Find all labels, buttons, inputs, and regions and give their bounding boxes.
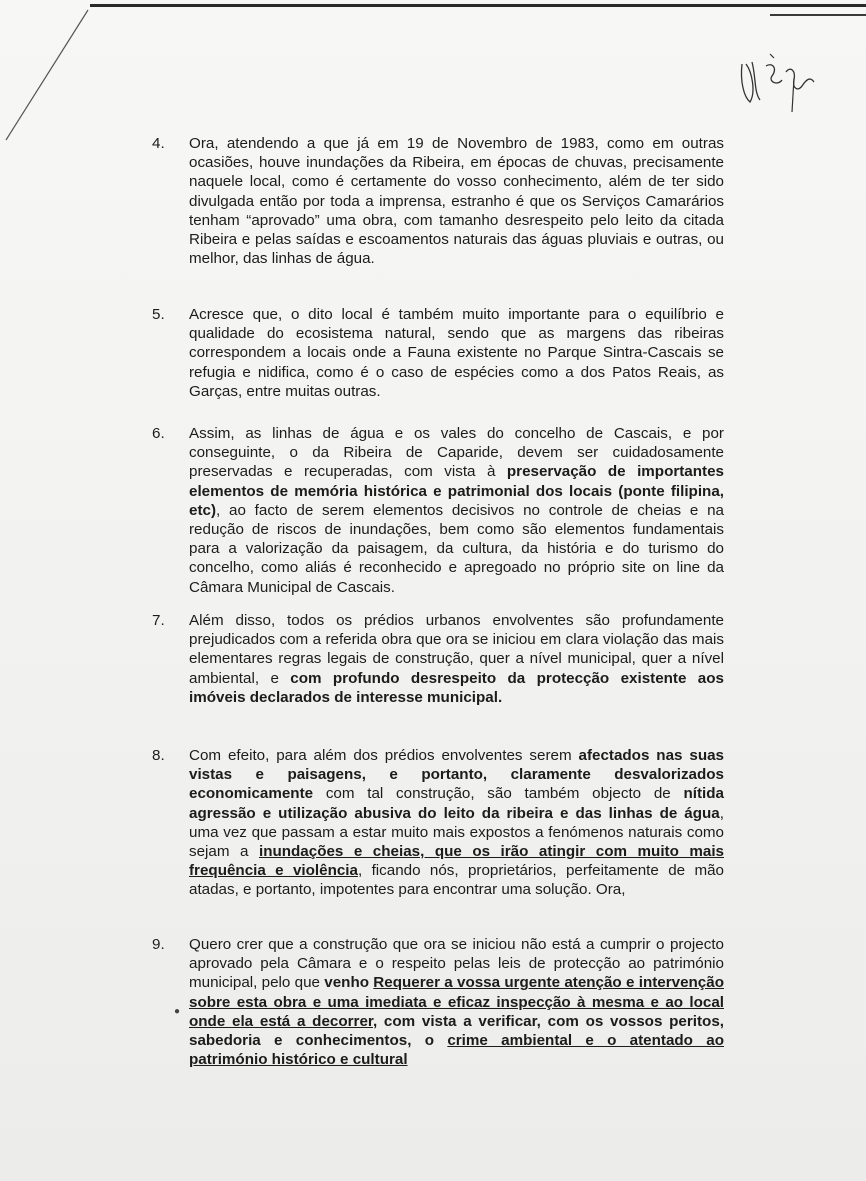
paragraph-number: 9.: [152, 936, 165, 953]
paragraph-text: [189, 746, 724, 900]
text-segment: Acresce que, o dito local é também muito importante para o equilíbrio e qualidade do ecosistema natural, sendo que as margens das ribeiras correspondem a locais onde a Fauna existente no Parque Sintra-Cascais se refugia e nidifica, como é o caso de espécies como a dos Patos Reais, as Garças, entre muitas outras.: [189, 306, 724, 400]
text-segment: Ora, atendendo a que já em 19 de Novembro de 1983, como em outras ocasiões, houve inundações da Ribeira, em épocas de chuvas, precisamente naquele local, como é certamente do vosso conhecimento, além de ter sido divulgada então por toda a imprensa, estranho é que os Serviços Camarários tenham “aprovado” uma obra, com tamanho desrespeito pelo leito da citada Ribeira e pelas saídas e escoamentos naturais das águas pluviais e outras, ou melhor, das linhas de água.: [189, 135, 724, 268]
paragraph-number: 4.: [152, 135, 165, 152]
text-segment: Quero crer que a construção que ora se iniciou não está a cumprir o projecto aprovado pela Câmara e o respeito pelas leis de protecção ao património municipal, pelo que: [189, 936, 724, 992]
text-segment: , ao facto de serem elementos decisivos no controle de cheias e na redução de riscos de inundações, bem como são elementos fundamentais para a valorização da paisagem, da cultura, da história e do turismo do concelho, como aliás é reconhecido e apregoado no próprio site on line da Câmara Municipal de Cascais.: [189, 501, 724, 596]
underlined-text-segment: Requerer a vossa urgente atenção e intervenção sobre esta obra e uma imediata e eficaz inspecção à mesma e ao local onde ela está a decorrer: [189, 974, 724, 1030]
paragraph-text: [189, 305, 724, 401]
paragraph-item: [152, 611, 724, 707]
scan-edge-line: [90, 4, 866, 7]
paragraph-text: [189, 611, 724, 707]
paragraph-item: [152, 746, 724, 900]
paragraph-item: [152, 305, 724, 401]
paragraph-text: [189, 134, 724, 268]
text-segment: , uma vez que passam a estar muito mais expostos a fenómenos naturais como sejam a: [189, 804, 724, 861]
underlined-text-segment: crime ambiental e o atentado ao património histórico e cultural: [189, 1032, 724, 1069]
underlined-text-segment: inundações e cheias, que os irão atingir com muito mais frequência e violência: [189, 843, 724, 880]
paragraph-number: 8.: [152, 747, 165, 764]
bold-text-segment: preservação de importantes elementos de memória histórica e patrimonial dos locais (ponte filipina, etc): [189, 463, 724, 519]
text-segment: Além disso, todos os prédios urbanos envolventes são profundamente prejudicados com a referida obra que ora se iniciou em clara violação das mais elementares regras legais de construção, quer a nível municipal, quer a nível ambiental, e: [189, 612, 724, 687]
text-segment: com tal construção, são também objecto de: [313, 785, 684, 803]
bold-text-segment: , com vista a verificar, com os vossos peritos, sabedoria e conhecimentos, o: [189, 1012, 724, 1050]
scan-edge-line-right: [770, 14, 866, 16]
bold-text-segment: venho: [324, 974, 374, 992]
handwritten-initials: [730, 42, 825, 122]
paragraph-number: 7.: [152, 612, 165, 629]
paragraph-item: [152, 935, 724, 1069]
margin-mark: ●: [174, 1006, 181, 1017]
paragraph-item: [152, 424, 724, 597]
text-segment: Com efeito, para além dos prédios envolventes serem: [189, 747, 579, 764]
paragraph-item: [152, 134, 724, 268]
bold-text-segment: afectados nas suas vistas e paisagens, e portanto, claramente desvalorizados economicamente: [189, 747, 724, 803]
text-segment: , ficando nós, proprietários, perfeitamente de mão atadas, e portanto, impotentes para encontrar uma solução. Ora,: [189, 862, 724, 899]
bold-text-segment: com profundo desrespeito da protecção existente aos imóveis declarados de interesse municipal.: [189, 669, 724, 706]
bold-text-segment: nítida agressão e utilização abusiva do leito da ribeira e das linhas de água: [189, 785, 724, 822]
paragraph-text: [189, 424, 724, 597]
text-segment: Assim, as linhas de água e os vales do concelho de Cascais, e por conseguinte, o da Ribeira de Caparide, devem ser cuidadosamente preservadas e recuperadas, com vista à: [189, 425, 724, 481]
scan-crease-line: [0, 0, 120, 160]
paragraph-text: [189, 935, 724, 1069]
paragraph-number: 5.: [152, 306, 165, 323]
paragraph-number: 6.: [152, 425, 165, 442]
